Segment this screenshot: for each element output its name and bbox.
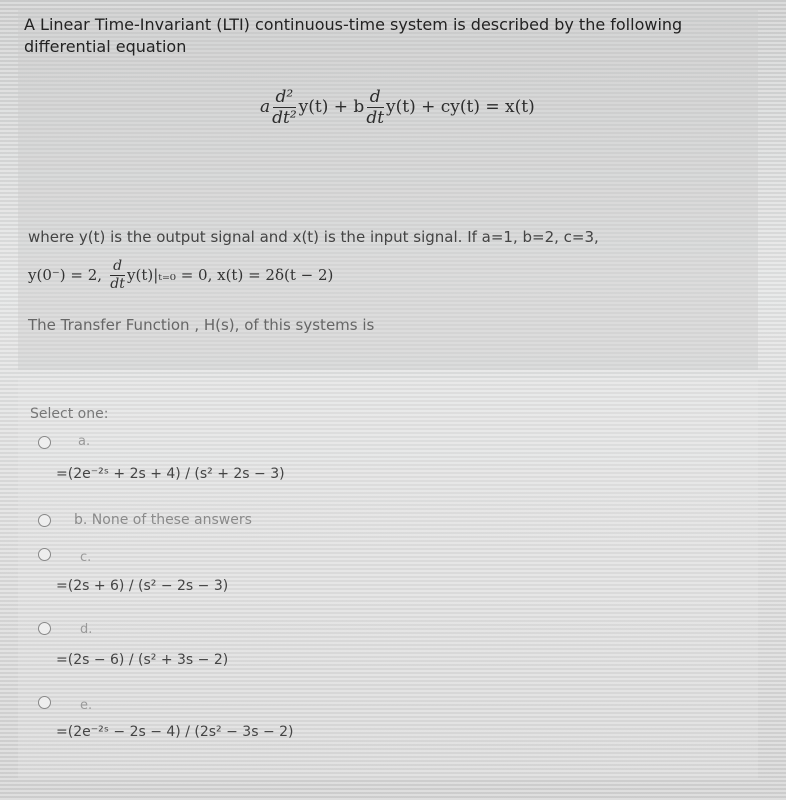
option-a-text[interactable]: =(2e⁻²ˢ + 2s + 4) / (s² + 2s − 3): [56, 466, 285, 482]
second-derivative-num: d²: [273, 87, 297, 108]
ic-derivative-den: dt: [110, 275, 125, 292]
option-c-letter: c.: [80, 550, 92, 565]
eq-term1: y(t) + b: [298, 97, 365, 117]
second-derivative: [272, 87, 297, 128]
option-a-radio[interactable]: [38, 436, 51, 449]
transfer-function-prompt: The Transfer Function , H(s), of this systems is: [28, 316, 375, 334]
ic-derivative-num: d: [110, 258, 125, 276]
ic-derivative: [110, 258, 125, 293]
option-e-text[interactable]: =(2e⁻²ˢ − 2s − 4) / (2s² − 3s − 2): [56, 724, 294, 740]
option-e-radio[interactable]: [38, 696, 51, 709]
option-d-text[interactable]: =(2s − 6) / (s² + 3s − 2): [56, 652, 229, 668]
select-one-label: Select one:: [30, 406, 109, 422]
where-text: where y(t) is the output signal and x(t) is the input signal. If a=1, b=2, c=3,: [28, 228, 599, 246]
option-b-radio[interactable]: [38, 514, 51, 527]
option-b-text[interactable]: b. None of these answers: [74, 512, 252, 528]
option-e-letter: e.: [80, 698, 93, 713]
initial-conditions: [28, 255, 333, 295]
option-a-letter: a.: [78, 434, 91, 449]
option-c-radio[interactable]: [38, 548, 51, 561]
ic2: y(t)|ₜ₌₀ = 0, x(t) = 2δ(t − 2): [127, 266, 334, 284]
first-derivative-num: d: [367, 87, 384, 108]
question-title: A Linear Time-Invariant (LTI) continuous-time system is described by the following differential equation: [24, 15, 683, 56]
differential-equation: [260, 82, 535, 132]
first-derivative-den: dt: [366, 107, 385, 128]
second-derivative-den: dt²: [272, 107, 297, 128]
option-d-letter: d.: [80, 622, 93, 637]
option-c-text[interactable]: =(2s + 6) / (s² − 2s − 3): [56, 578, 229, 594]
first-derivative: [366, 87, 384, 128]
coef-a: a: [260, 97, 271, 117]
option-d-radio[interactable]: [38, 622, 51, 635]
ic1: y(0⁻) = 2,: [28, 266, 103, 284]
eq-rest: y(t) + cy(t) = x(t): [386, 97, 535, 117]
